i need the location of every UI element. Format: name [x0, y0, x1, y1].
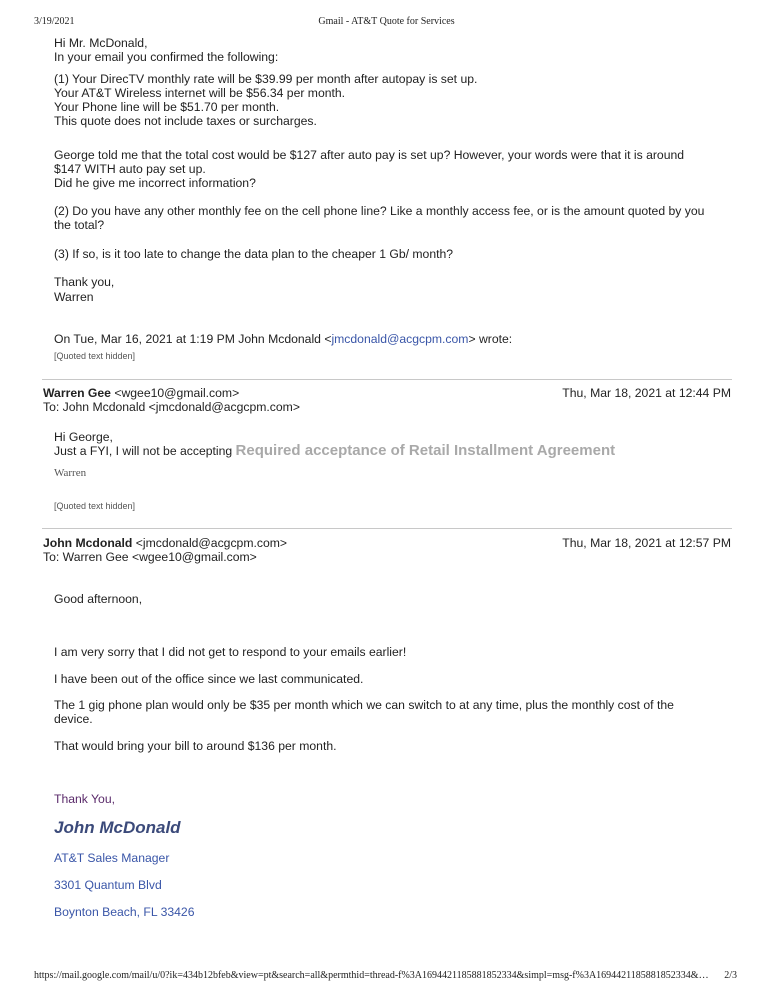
msg1-thanks: Thank you, [54, 275, 115, 289]
print-url: https://mail.google.com/mail/u/0?ik=434b12bfeb&view=pt&search=all&permthid=thread-f%3A1694421185881852334&simpl=msg-f%3A1694421185881852334&… [34, 970, 709, 981]
msg3-thanks: Thank You, [54, 792, 115, 806]
msg2-body [54, 444, 615, 459]
msg1-name: Warren [54, 290, 94, 304]
msg1-p3-line1: (2) Do you have any other monthly fee on the cell phone line? Like a monthly access fee, or is the amount quoted by you [54, 204, 705, 218]
msg1-item-3: Your Phone line will be $51.70 per month. [54, 100, 280, 114]
msg1-item-4: This quote does not include taxes or surcharges. [54, 114, 317, 128]
quote-prefix: On Tue, Mar 16, 2021 at 1:19 PM John Mcdonald < [54, 332, 332, 346]
msg3-from-name: John Mcdonald [43, 536, 133, 550]
msg1-quote-header [54, 332, 512, 347]
msg1-item-2: Your AT&T Wireless internet will be $56.34 per month. [54, 86, 346, 100]
msg3-from-email: <jmcdonald@acgcpm.com> [132, 536, 288, 550]
msg1-p2-line1: George told me that the total cost would be $127 after auto pay is set up? However, your words were that it is around [54, 148, 685, 162]
msg3-p1: I am very sorry that I did not get to respond to your emails earlier! [54, 645, 407, 659]
msg2-emphasis-text: Required acceptance of Retail Installment Agreement [235, 442, 616, 459]
msg1-p4: (3) If so, is it too late to change the data plan to the cheaper 1 Gb/ month? [54, 247, 454, 261]
msg1-greeting: Hi Mr. McDonald, [54, 36, 148, 50]
msg3-p3-line2: device. [54, 712, 93, 726]
msg1-p2-line2: $147 WITH auto pay set up. [54, 162, 206, 176]
msg2-signature: Warren [54, 467, 87, 479]
msg2-date: Thu, Mar 18, 2021 at 12:44 PM [562, 386, 731, 400]
signature-address-line2: Boynton Beach, FL 33426 [54, 905, 195, 919]
msg3-p2: I have been out of the office since we last communicated. [54, 672, 364, 686]
msg3-p3-line1: The 1 gig phone plan would only be $35 per month which we can switch to at any time, plus the monthly cost of the [54, 698, 674, 712]
signature-name: John McDonald [54, 818, 181, 837]
signature-title: AT&T Sales Manager [54, 851, 170, 865]
msg1-intro: In your email you confirmed the following: [54, 50, 279, 64]
msg2-body-text: Just a FYI, I will not be accepting [54, 444, 236, 458]
msg3-p4: That would bring your bill to around $136 per month. [54, 739, 337, 753]
msg2-to: To: John Mcdonald <jmcdonald@acgcpm.com> [43, 400, 300, 414]
print-date: 3/19/2021 [34, 16, 75, 27]
msg1-p3-line2: the total? [54, 218, 105, 232]
msg3-greeting: Good afternoon, [54, 592, 143, 606]
msg2-from-email: <wgee10@gmail.com> [110, 386, 240, 400]
msg2-from [43, 386, 239, 401]
signature-address-line1: 3301 Quantum Blvd [54, 878, 162, 892]
msg1-p2-line3: Did he give me incorrect information? [54, 176, 256, 190]
msg3-from [43, 536, 287, 551]
msg1-quoted-text-hidden[interactable]: [Quoted text hidden] [54, 351, 136, 361]
msg3-to: To: Warren Gee <wgee10@gmail.com> [43, 550, 257, 564]
msg2-quoted-text-hidden[interactable]: [Quoted text hidden] [54, 501, 136, 511]
divider-2 [42, 528, 732, 529]
quote-suffix: > wrote: [468, 332, 513, 346]
print-title: Gmail - AT&T Quote for Services [318, 16, 455, 27]
page-number: 2/3 [724, 970, 737, 981]
msg2-from-name: Warren Gee [43, 386, 111, 400]
divider-1 [42, 379, 732, 380]
quote-email-link[interactable]: jmcdonald@acgcpm.com [331, 332, 469, 346]
msg3-date: Thu, Mar 18, 2021 at 12:57 PM [562, 536, 731, 550]
msg1-item-1: (1) Your DirecTV monthly rate will be $39.99 per month after autopay is set up. [54, 72, 478, 86]
msg2-greeting: Hi George, [54, 430, 113, 444]
